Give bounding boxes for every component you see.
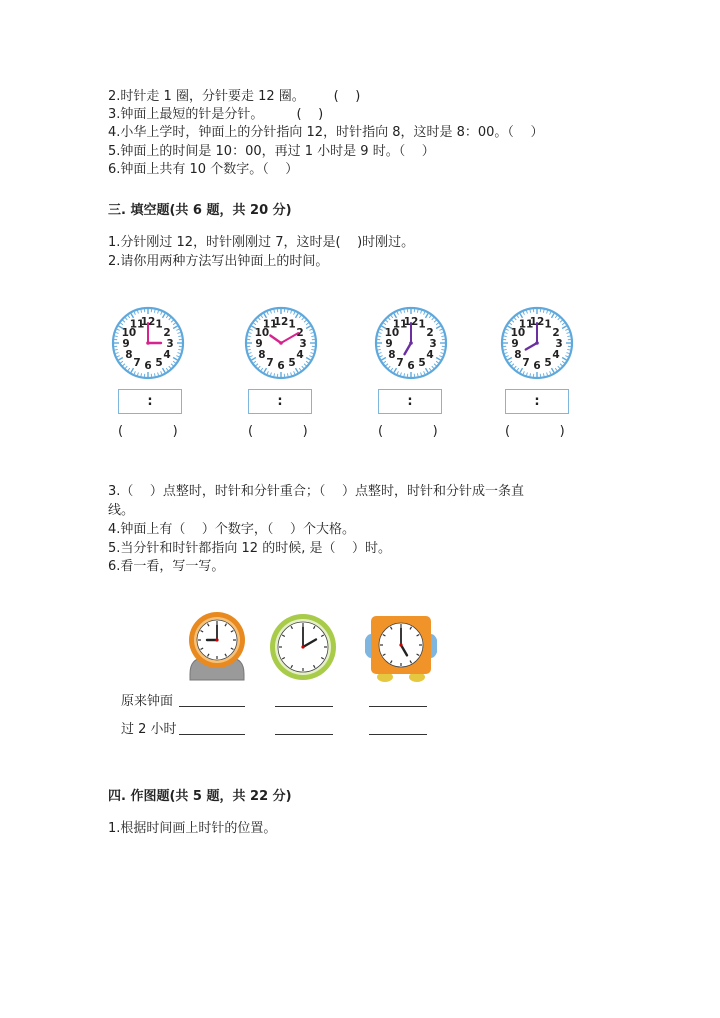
section-4-title: 四. 作图题(共 5 题，共 22 分) [108, 789, 292, 804]
answer-box-1[interactable]: : [118, 389, 182, 414]
tick-mark [115, 336, 118, 337]
row-label-after-2h: 过 2 小时 [121, 722, 177, 737]
clock-number: 12 [273, 315, 289, 328]
tick-mark [504, 336, 507, 337]
clock-number: 1 [418, 318, 426, 331]
clock-number: 4 [552, 348, 560, 361]
clock-number: 8 [125, 348, 133, 361]
clock-number: 8 [258, 348, 266, 361]
clock-number: 10 [384, 326, 400, 339]
clock-number: 6 [277, 359, 285, 372]
clock-number: 12 [140, 315, 156, 328]
clock-number: 5 [288, 356, 296, 369]
answer-paren-1[interactable]: ( ) [118, 424, 178, 439]
clock-number: 7 [266, 356, 274, 369]
judge-item-6: 6.钟面上共有 10 个数字。（ ） [108, 162, 299, 177]
clock-number: 6 [144, 359, 152, 372]
clock-number: 11 [262, 318, 278, 331]
clock-number: 3 [166, 337, 174, 350]
center-pin [301, 645, 304, 648]
tick-mark [567, 349, 570, 350]
clock-number: 11 [129, 318, 145, 331]
draw-q1: 1.根据时间画上时针的位置。 [108, 821, 277, 836]
clock-face-3 [373, 305, 449, 381]
clock-number: 7 [522, 356, 530, 369]
clock-number: 6 [407, 359, 415, 372]
clock-number: 4 [426, 348, 434, 361]
table-clock-image [365, 614, 437, 684]
clock-number: 10 [121, 326, 137, 339]
fill-q3-line1: 3.（ ）点整时，时针和分针重合；（ ）点整时，时针和分针成一条直 [108, 484, 524, 499]
blank-after-1[interactable] [179, 734, 245, 735]
tick-mark [543, 373, 544, 376]
judge-item-3: 3.钟面上最短的针是分针。 ( ) [108, 107, 324, 122]
fill-q1: 1.分针刚过 12，时针刚刚过 7，这时是( )时刚过。 [108, 235, 415, 250]
clock-number: 4 [296, 348, 304, 361]
clock-face-2 [243, 305, 319, 381]
center-pin [409, 341, 413, 345]
tick-mark [248, 336, 251, 337]
clock-number: 10 [254, 326, 270, 339]
tick-mark [404, 373, 405, 376]
tick-mark [178, 349, 181, 350]
tick-mark [404, 310, 405, 313]
clock-number: 4 [163, 348, 171, 361]
clock-number: 3 [555, 337, 563, 350]
clock-number: 3 [299, 337, 307, 350]
tick-mark [543, 310, 544, 313]
clock-number: 5 [544, 356, 552, 369]
blank-original-1[interactable] [179, 706, 245, 707]
wall-clock-image [268, 612, 338, 682]
answer-box-4[interactable]: : [505, 389, 569, 414]
tick-mark [417, 310, 418, 313]
tick-mark [154, 373, 155, 376]
fill-q6: 6.看一看，写一写。 [108, 559, 225, 574]
clock-face-1 [110, 305, 186, 381]
clock-number: 7 [133, 356, 141, 369]
clock-number: 9 [122, 337, 130, 350]
answer-box-2[interactable]: : [248, 389, 312, 414]
judge-item-2: 2.时针走 1 圈，分针要走 12 圈。 ( ) [108, 89, 361, 104]
blank-after-3[interactable] [369, 734, 427, 735]
tick-mark [154, 310, 155, 313]
clock-number: 2 [296, 326, 304, 339]
tick-mark [530, 310, 531, 313]
tick-mark [141, 373, 142, 376]
answer-paren-4[interactable]: ( ) [505, 424, 565, 439]
tick-mark [248, 349, 251, 350]
clock-number: 3 [429, 337, 437, 350]
fill-q3-line2: 线。 [108, 503, 135, 518]
clock-number: 2 [552, 326, 560, 339]
clock-number: 9 [385, 337, 393, 350]
clock-number: 1 [288, 318, 296, 331]
tick-mark [530, 373, 531, 376]
tick-mark [504, 349, 507, 350]
clock-number: 10 [510, 326, 526, 339]
tick-mark [311, 336, 314, 337]
center-pin [535, 341, 539, 345]
tick-mark [378, 349, 381, 350]
center-pin [279, 341, 283, 345]
alarm-clock-image [182, 610, 252, 682]
tick-mark [287, 310, 288, 313]
answer-paren-3[interactable]: ( ) [378, 424, 438, 439]
tick-mark [141, 310, 142, 313]
blank-after-2[interactable] [275, 734, 333, 735]
tick-mark [115, 349, 118, 350]
clock-face-4 [499, 305, 575, 381]
tick-mark [287, 373, 288, 376]
clock-number: 2 [426, 326, 434, 339]
tick-mark [274, 373, 275, 376]
section-3-title: 三. 填空题(共 6 题，共 20 分) [108, 203, 292, 218]
clock-number: 8 [514, 348, 522, 361]
clock-number: 12 [403, 315, 419, 328]
judge-item-5: 5.钟面上的时间是 10：00，再过 1 小时是 9 时。（ ） [108, 144, 435, 159]
blank-original-3[interactable] [369, 706, 427, 707]
center-pin [146, 341, 150, 345]
clock-number: 9 [511, 337, 519, 350]
tick-mark [417, 373, 418, 376]
fill-q2: 2.请你用两种方法写出钟面上的时间。 [108, 254, 329, 269]
clock-number: 11 [518, 318, 534, 331]
tick-mark [441, 349, 444, 350]
tick-mark [441, 336, 444, 337]
blank-original-2[interactable] [275, 706, 333, 707]
tick-mark [311, 349, 314, 350]
clock-number: 12 [529, 315, 545, 328]
tick-mark [378, 336, 381, 337]
clock-number: 1 [155, 318, 163, 331]
tick-mark [274, 310, 275, 313]
clock-number: 8 [388, 348, 396, 361]
center-pin [399, 643, 402, 646]
answer-paren-2[interactable]: ( ) [248, 424, 308, 439]
clock-number: 5 [418, 356, 426, 369]
clock-number: 1 [544, 318, 552, 331]
clock-number: 11 [392, 318, 408, 331]
center-pin [215, 638, 218, 641]
tick-mark [178, 336, 181, 337]
fill-q4: 4.钟面上有（ ）个数字，（ ）个大格。 [108, 522, 355, 537]
tick-mark [567, 336, 570, 337]
answer-box-3[interactable]: : [378, 389, 442, 414]
judge-item-4: 4.小华上学时，钟面上的分针指向 12，时针指向 8，这时是 8：00。（ ） [108, 125, 544, 140]
clock-number: 5 [155, 356, 163, 369]
fill-q5: 5.当分针和时针都指向 12 的时候, 是（ ）时。 [108, 541, 392, 556]
clock-number: 6 [533, 359, 541, 372]
clock-number: 7 [396, 356, 404, 369]
clock-number: 2 [163, 326, 171, 339]
clock-number: 9 [255, 337, 263, 350]
row-label-original: 原来钟面 [121, 694, 174, 709]
